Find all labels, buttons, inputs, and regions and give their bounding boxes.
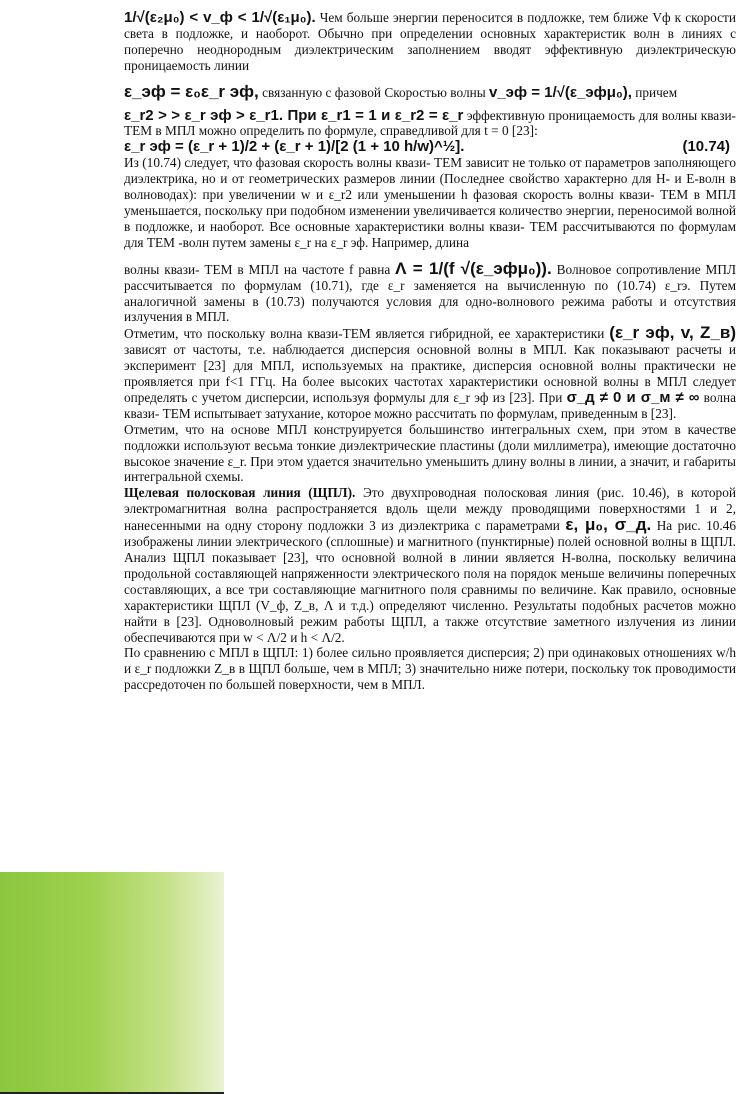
paragraph-5-text-1: волны квази- ТЕМ в МПЛ на частоте f равна bbox=[124, 261, 391, 277]
paragraph-8-text-1: Это двухпроводная полосковая линия (рис. 10.46), в которой электромагнитная волна распространяется вдоль щели между проводящими поверхностями 1 и 2, нанесенными на одну сторону подложки 3 из диэлектрика с bbox=[124, 485, 736, 534]
paragraph-1 bbox=[124, 10, 736, 74]
formula-conductivity: σ_д ≠ 0 и σ_м ≠ ∞ bbox=[566, 388, 700, 406]
paragraph-5-text-2: Волновое сопротивление МПЛ рассчитывается по формулам (10.71), где ε_r заменяется на вычисленную по (10.74) ε_rэ. Путем аналогичной замены в (10.73) получаются условия для одно-волнового режима работы и отсутствия излучения в МПЛ. bbox=[124, 261, 736, 325]
paragraph-8 bbox=[124, 485, 736, 645]
paragraph-3 bbox=[124, 108, 736, 140]
paragraph-2-text-2: причем bbox=[635, 84, 678, 100]
paragraph-6-text-3: волна квази- ТЕМ испытывает затухание, которое можно рассчитать по формулам, приведенным в [23]. bbox=[124, 389, 736, 421]
document-page bbox=[124, 9, 737, 693]
paragraph-6 bbox=[124, 325, 736, 421]
paragraph-3-text: эффективную проницаемость для волны квази- ТЕМ в МПЛ можно определить по формуле, справедливой для t = 0 [23]: bbox=[124, 107, 736, 139]
formula-characteristics: (ε_r эф, v, Z_в) bbox=[609, 323, 736, 343]
paragraph-6-text-1: Отметим, что поскольку волна квази-ТЕМ является гибридной, ее характеристики bbox=[124, 326, 605, 342]
paragraph-2 bbox=[124, 81, 736, 101]
equation-10-74 bbox=[124, 139, 736, 155]
paragraph-7: Отметим, что на основе МПЛ конструируется большинство интегральных схем, при этом в качестве подложки используют весьма тонкие диэлектрические пластины (доли миллиметра), имеющие достаточно высокое значение ε_r. При этом удается значительно уменьшить длину волны в линии, а значит, и габариты интегральной схемы. bbox=[124, 421, 736, 485]
formula-phase-velocity-bounds: 1/√(ε₂μ₀) < v_ф < 1/√(ε₁μ₀). bbox=[124, 9, 316, 26]
paragraph-6-text-2: зависят от частоты, т.е. наблюдается дисперсия основной волны в МПЛ. Как показывают расчеты и эксперимент [23] для МПЛ, используемых на практике, дисперсия основной волны практически не проявляется при f<1 ГГц. На более высоких частотах характеристики основной волны в МПЛ следует определять с учетом дисперсии, используя формулы для ε_r эф из [23]. При bbox=[124, 342, 736, 405]
paragraph-5 bbox=[124, 258, 736, 326]
paragraph-1-text: Чем больше энергии переносится в подложке, тем ближе Vф к скорости света в подложке, и наоборот. Обычно при определении основных характеристик волн в линиях с поперечно неоднородным диэлектрическим заполнением вводят эффективную диэлектрическую проницаемость линии bbox=[124, 10, 736, 73]
formula-effective-permittivity: ε_эф = ε₀ε_r эф, bbox=[124, 81, 259, 101]
green-decoration-block bbox=[0, 872, 224, 1094]
paragraph-9: По сравнению с МПЛ в ЩПЛ: 1) более сильно проявляется дисперсия; 2) при одинаковых отношениях w/h и ε_r подложки Z_в в ЩПЛ больше, чем в МПЛ; 3) значительно ниже потери, поскольку ток проводимости рассредоточен по большей поверхности, чем в МПЛ. bbox=[124, 645, 736, 693]
formula-wavelength: Λ = 1/(f √(ε_эфμ₀)). bbox=[395, 258, 552, 278]
paragraph-8-text-3: На рис. 10.46 изображены линии электрического (сплошные) и магнитного (пунктирные) полей основной волны в ЩПЛ. Анализ ЩПЛ показывает [23], что основной волной в линии является Н-волна, поскольку величина продольной составляющей напряженности электрического поля на порядок меньше величины поперечных составляющих, а все три составляющие магнитного поля сравнимы по величине. Как правило, основные характеристики ЩПЛ (V_ф, Z_в, Λ и т.д.) определяют численно. Результаты подобных расчетов можно найти в [23]. Одноволновый режим работы ЩПЛ, а также отсутствие заметного излучения из линии обеспечиваются при w < Λ/2 и h < Λ/2. bbox=[124, 518, 737, 645]
paragraph-4: Из (10.74) следует, что фазовая скорость волны квази- ТЕМ зависит не только от параметров заполняющего диэлектрика, но и от геометрических размеров линии (Последнее свойство характерно для Н- и Е-волн в волноводах): при увеличении w и ε_r2 или уменьшении h фазовая скорость волны квази- ТЕМ в МПЛ уменьшается, поскольку при подобном изменении увеличивается количество энергии, переносимой волной в подложке, и наоборот. Все основные характеристики волны квази- ТЕМ рассчитываются по формулам для ТЕМ -волн путем замены ε_r на ε_r эф. Например, длина bbox=[124, 155, 736, 250]
formula-parameters: ε, μ₀, σ_д. bbox=[565, 515, 652, 535]
paragraph-2-text-1: связанную с фазовой Скоростью волны bbox=[262, 84, 486, 100]
section-heading-slot-line: Щелевая полосковая линия (ЩПЛ). bbox=[124, 485, 356, 501]
paragraph-8-text-2: параметрами bbox=[485, 518, 560, 534]
equation-10-74-number: (10.74) bbox=[682, 138, 730, 156]
equation-10-74-formula: ε_r эф = (ε_r + 1)/2 + (ε_r + 1)/[2 (1 + 10 h/w)^½]. bbox=[124, 138, 465, 156]
formula-effective-velocity: v_эф = 1/√(ε_эфμ₀), bbox=[488, 83, 632, 101]
formula-permittivity-relation: ε_r2 > > ε_r эф > ε_r1. При ε_r1 = 1 и ε_r2 = ε_r bbox=[124, 106, 464, 124]
